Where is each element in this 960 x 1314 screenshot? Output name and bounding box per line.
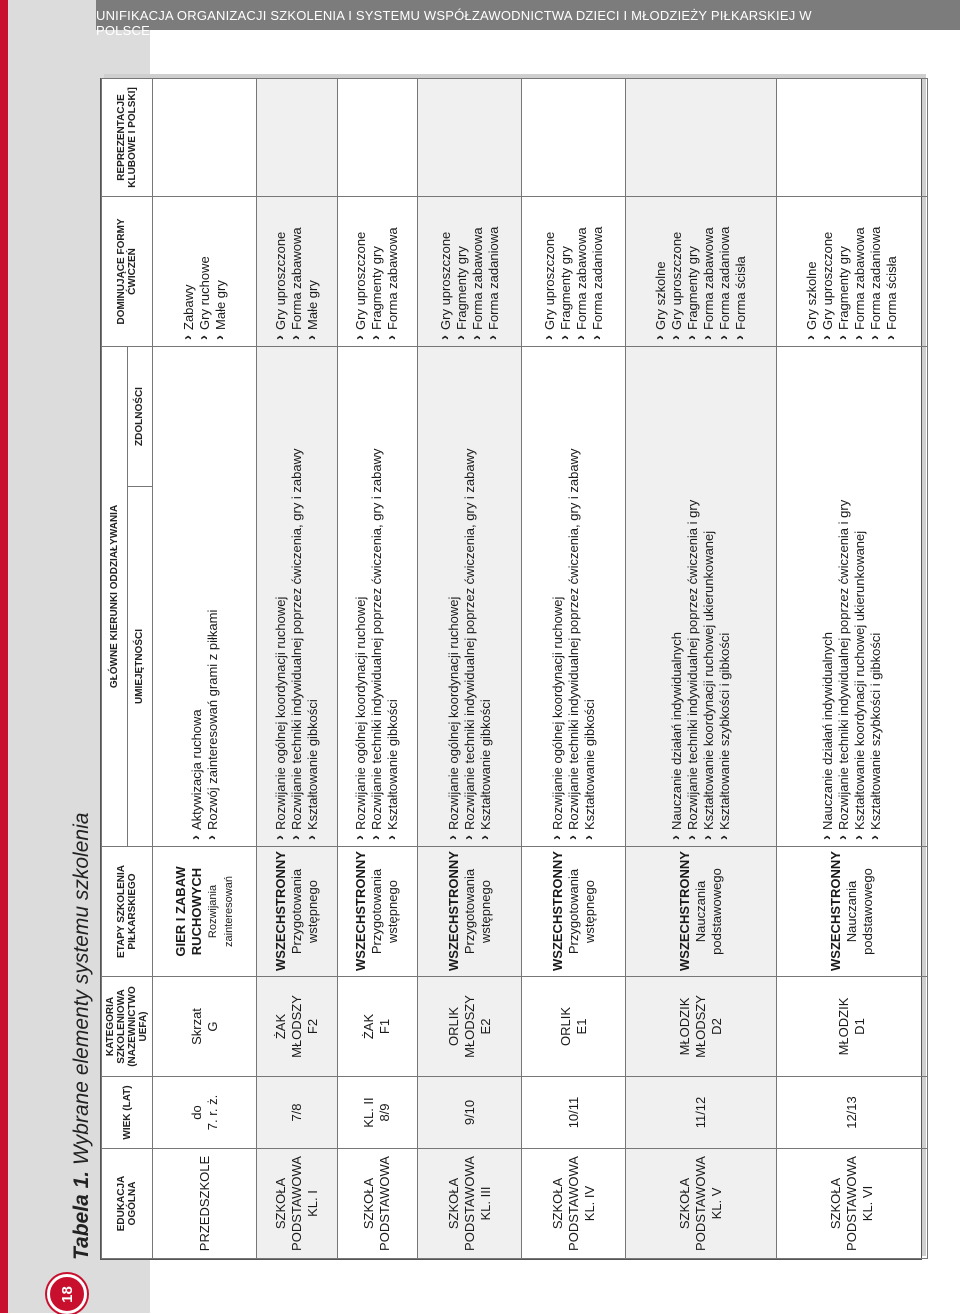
cell-reprezentacje xyxy=(626,78,777,196)
cell-kategoria-line: D2 xyxy=(709,1018,725,1035)
list-item: › Fragmenty gry xyxy=(685,202,701,341)
cell-kategoria-line: Skrzat xyxy=(188,1008,204,1045)
cell-reprezentacje xyxy=(418,78,522,196)
cell-etap xyxy=(522,847,626,977)
cell-edukacja-line: SZKOŁA xyxy=(549,1177,565,1230)
caption-label: Tabela 1. xyxy=(70,1170,93,1260)
cell-edukacja-line: PODSTAWOWA xyxy=(693,1156,709,1251)
list-item: › Forma zadaniowa xyxy=(486,202,502,341)
list-item: › Nauczanie działań indywidualnych xyxy=(820,352,836,841)
table-caption xyxy=(70,813,94,1260)
table-row xyxy=(522,78,626,1258)
list-item: › Forma zabawowa xyxy=(574,202,590,341)
list-item: › Forma zabawowa xyxy=(385,202,401,341)
etap-title: WSZECHSTRONNY xyxy=(445,851,461,971)
cell-formy-list xyxy=(438,202,502,341)
list-item: › Forma zabawowa xyxy=(852,202,868,341)
cell-edukacja xyxy=(153,1149,257,1259)
list-item: › Rozwijanie techniki indywidualnej poprzez ćwiczenia, gry i zabawy xyxy=(289,352,305,841)
cell-edukacja xyxy=(337,1149,418,1259)
cell-umiejetnosci xyxy=(777,346,928,846)
list-item: › Kształtowanie szybkości i gibkości xyxy=(717,352,733,841)
cell-wiek xyxy=(626,1077,777,1149)
etap-subtitle: Nauczania xyxy=(844,880,860,943)
cell-wiek xyxy=(257,1077,338,1149)
etap-title: GIER I ZABAW xyxy=(172,866,188,957)
etap-subtitle: wstępnego xyxy=(581,880,597,943)
list-item: › Rozwijanie techniki indywidualnej poprzez ćwiczenia i gry xyxy=(685,352,701,841)
cell-wiek xyxy=(777,1077,928,1149)
list-item: › Zabawy xyxy=(181,202,197,341)
etap-subtitle: Przygotowania xyxy=(565,868,581,955)
cell-kategoria-line: MŁODZIK xyxy=(836,997,852,1056)
list-item: › Rozwijanie ogólnej koordynacji ruchowej xyxy=(446,352,462,841)
cell-wiek-line: 10/11 xyxy=(565,1096,581,1129)
cell-kategoria-line: MŁODZIK xyxy=(677,997,693,1056)
cell-umiejetnosci xyxy=(153,346,257,846)
etap-title: WSZECHSTRONNY xyxy=(272,851,288,971)
cell-formy xyxy=(418,196,522,346)
list-item: › Gry uproszczone xyxy=(353,202,369,341)
list-item: › Małe gry xyxy=(213,202,229,341)
col-header-formy: DOMINUJĄCE FORMY ĆWICZEŃ xyxy=(102,196,153,346)
cell-edukacja-line: PODSTAWOWA xyxy=(461,1156,477,1251)
cell-edukacja-line: SZKOŁA xyxy=(445,1177,461,1230)
table-row xyxy=(626,78,777,1258)
etap-subtitle: Przygotowania xyxy=(461,868,477,955)
col-header-etapy: ETAPY SZKOLENIA PIŁKARSKIEGO xyxy=(102,847,153,977)
list-item: › Forma zadaniowa xyxy=(717,202,733,341)
cell-edukacja-line: SZKOŁA xyxy=(677,1177,693,1230)
list-item: › Gry szkolne xyxy=(804,202,820,341)
cell-etap xyxy=(777,847,928,977)
etap-subtitle: Rozwijania zainteresowań xyxy=(206,876,235,947)
col-header-edukacja: EDUKACJA OGÓLNA xyxy=(102,1149,153,1259)
cell-kategoria xyxy=(337,977,418,1077)
cell-formy xyxy=(626,196,777,346)
cell-kategoria xyxy=(153,977,257,1077)
running-header xyxy=(96,0,960,38)
cell-edukacja-line: SZKOŁA xyxy=(828,1177,844,1230)
cell-etap xyxy=(153,847,257,977)
etap-title: WSZECHSTRONNY xyxy=(549,851,565,971)
cell-formy-list xyxy=(181,202,229,341)
list-item: › Forma ścisła xyxy=(733,202,749,341)
cell-wiek-line: 7/8 xyxy=(288,1103,304,1122)
cell-formy xyxy=(257,196,338,346)
etap-title: WSZECHSTRONNY xyxy=(828,851,844,971)
table-frame xyxy=(100,78,922,1260)
cell-kategoria xyxy=(418,977,522,1077)
cell-edukacja-line: PODSTAWOWA xyxy=(844,1156,860,1251)
cell-kategoria-line: G xyxy=(204,1021,220,1032)
cell-wiek-line: KL. II xyxy=(361,1097,377,1128)
cell-umiejetnosci-list xyxy=(820,352,884,841)
cell-edukacja xyxy=(777,1149,928,1259)
col-header-wiek: WIEK (LAT) xyxy=(102,1077,153,1149)
list-item: › Fragmenty gry xyxy=(558,202,574,341)
list-item: › Małe gry xyxy=(305,202,321,341)
cell-edukacja-line: SZKOŁA xyxy=(272,1177,288,1230)
cell-wiek-line: do xyxy=(188,1105,204,1120)
list-item: › Forma zabawowa xyxy=(470,202,486,341)
list-item: › Forma zadaniowa xyxy=(868,202,884,341)
cell-kategoria-line: MŁODSZY xyxy=(461,995,477,1058)
cell-reprezentacje xyxy=(257,78,338,196)
cell-wiek xyxy=(337,1077,418,1149)
cell-kategoria-line: MŁODSZY xyxy=(693,995,709,1058)
cell-wiek-line: 8/9 xyxy=(377,1103,393,1122)
cell-formy-list xyxy=(273,202,321,341)
list-item: › Gry uproszczone xyxy=(542,202,558,341)
list-item: › Kształtowanie gibkości xyxy=(582,352,598,841)
col-header-zdolnosci: ZDOLNOŚCI xyxy=(127,346,153,486)
cell-kategoria-line: MŁODSZY xyxy=(288,995,304,1058)
list-item: › Rozwijanie techniki indywidualnej poprzez ćwiczenia, gry i zabawy xyxy=(462,352,478,841)
list-item: › Fragmenty gry xyxy=(454,202,470,341)
cell-wiek xyxy=(522,1077,626,1149)
list-item: › Rozwijanie techniki indywidualnej poprzez ćwiczenia, gry i zabawy xyxy=(566,352,582,841)
cell-kategoria-line: ORLIK xyxy=(557,1007,573,1047)
etap-subtitle: Przygotowania xyxy=(369,868,385,955)
col-header-umiejetnosci: UMIEJĘTNOŚCI xyxy=(127,487,153,847)
cell-etap xyxy=(257,847,338,977)
list-item: › Rozwijanie techniki indywidualnej poprzez ćwiczenia i gry xyxy=(836,352,852,841)
training-system-table xyxy=(101,78,928,1259)
cell-wiek-line: 7. r. ż. xyxy=(204,1094,220,1131)
table-row xyxy=(777,78,928,1258)
list-item: › Gry uproszczone xyxy=(273,202,289,341)
cell-edukacja-line: KL. IV xyxy=(581,1185,597,1222)
list-item: › Kształtowanie gibkości xyxy=(305,352,321,841)
caption-text: Wybrane elementy systemu szkolenia xyxy=(70,812,93,1166)
list-item: › Kształtowanie koordynacji ruchowej ukierunkowanej xyxy=(852,352,868,841)
table-row xyxy=(153,78,257,1258)
cell-formy xyxy=(777,196,928,346)
cell-umiejetnosci-list xyxy=(273,352,321,841)
cell-umiejetnosci-list xyxy=(353,352,401,841)
cell-wiek-line: 9/10 xyxy=(461,1099,477,1126)
list-item: › Forma ścisła xyxy=(884,202,900,341)
list-item: › Kształtowanie gibkości xyxy=(385,352,401,841)
list-item: › Fragmenty gry xyxy=(369,202,385,341)
cell-kategoria-line: F2 xyxy=(304,1018,320,1035)
etap-subtitle: podstawowego xyxy=(860,868,876,955)
list-item: › Gry uproszczone xyxy=(820,202,836,341)
list-item: › Gry uproszczone xyxy=(669,202,685,341)
list-item: › Forma zadaniowa xyxy=(590,202,606,341)
etap-subtitle: wstępnego xyxy=(477,880,493,943)
cell-reprezentacje xyxy=(522,78,626,196)
etap-subtitle: Przygotowania xyxy=(288,868,304,955)
table-row xyxy=(257,78,338,1258)
page-edge-accent xyxy=(0,0,8,1313)
cell-edukacja xyxy=(522,1149,626,1259)
list-item: › Nauczanie działań indywidualnych xyxy=(669,352,685,841)
list-item: › Aktywizacja ruchowa xyxy=(189,352,205,841)
list-item: › Rozwój zainteresowań grami z piłkami xyxy=(205,352,221,841)
cell-edukacja xyxy=(418,1149,522,1259)
list-item: › Rozwijanie ogólnej koordynacji ruchowej xyxy=(353,352,369,841)
running-header-title: UNIFIKACJA ORGANIZACJI SZKOLENIA I SYSTEMU WSPÓŁZAWODNICTWA DZIECI I MŁODZIEŻY PIŁKARSKIEJ W POLSCE xyxy=(96,8,812,38)
page-number: 18 xyxy=(58,1285,76,1303)
cell-kategoria-line: E1 xyxy=(573,1018,589,1035)
cell-edukacja-line: KL. V xyxy=(709,1187,725,1220)
cell-edukacja xyxy=(626,1149,777,1259)
cell-umiejetnosci-list xyxy=(189,352,221,841)
col-header-reprezentacje: REPREZENTACJE KLUBOWE I POLSKI] xyxy=(102,78,153,196)
cell-kategoria xyxy=(257,977,338,1077)
table-row xyxy=(337,78,418,1258)
list-item: › Rozwijanie ogólnej koordynacji ruchowej xyxy=(273,352,289,841)
cell-kategoria-line: ORLIK xyxy=(445,1007,461,1047)
cell-edukacja-line: KL. III xyxy=(477,1186,493,1221)
cell-formy-list xyxy=(353,202,401,341)
cell-edukacja-line: PRZEDSZKOLE xyxy=(196,1155,212,1252)
page-number-badge xyxy=(47,1274,87,1314)
cell-kategoria xyxy=(777,977,928,1077)
cell-reprezentacje xyxy=(777,78,928,196)
cell-reprezentacje xyxy=(337,78,418,196)
etap-subtitle: wstępnego xyxy=(385,880,401,943)
list-item: › Fragmenty gry xyxy=(836,202,852,341)
list-item: › Rozwijanie ogólnej koordynacji ruchowej xyxy=(550,352,566,841)
cell-etap xyxy=(337,847,418,977)
cell-kategoria xyxy=(522,977,626,1077)
table-row xyxy=(418,78,522,1258)
cell-kategoria xyxy=(626,977,777,1077)
list-item: › Gry uproszczone xyxy=(438,202,454,341)
col-header-kategoria: KATEGORIA SZKOLENIOWA (NAZEWNICTWO UEFA) xyxy=(102,977,153,1077)
cell-formy-list xyxy=(653,202,749,341)
cell-umiejetnosci xyxy=(418,346,522,846)
cell-kategoria-line: D1 xyxy=(852,1018,868,1035)
cell-formy xyxy=(153,196,257,346)
etap-title: WSZECHSTRONNY xyxy=(353,851,369,971)
etap-subtitle: podstawowego xyxy=(709,868,725,955)
cell-wiek xyxy=(153,1077,257,1149)
list-item: › Forma zabawowa xyxy=(701,202,717,341)
cell-wiek-line: 12/13 xyxy=(844,1096,860,1129)
etap-subtitle: Nauczania xyxy=(693,880,709,943)
list-item: › Forma zabawowa xyxy=(289,202,305,341)
cell-edukacja-line: PODSTAWOWA xyxy=(565,1156,581,1251)
cell-kategoria-line: E2 xyxy=(477,1018,493,1035)
table-body xyxy=(153,78,928,1258)
cell-kategoria-line: ŻAK xyxy=(361,1013,377,1040)
list-item: › Kształtowanie koordynacji ruchowej ukierunkowanej xyxy=(701,352,717,841)
list-item: › Gry ruchowe xyxy=(197,202,213,341)
cell-umiejetnosci xyxy=(626,346,777,846)
cell-wiek xyxy=(418,1077,522,1149)
etap-title: RUCHOWYCH xyxy=(188,867,204,956)
cell-umiejetnosci xyxy=(337,346,418,846)
list-item: › Rozwijanie techniki indywidualnej poprzez ćwiczenia, gry i zabawy xyxy=(369,352,385,841)
etap-title: WSZECHSTRONNY xyxy=(677,851,693,971)
rotated-table-section xyxy=(70,80,930,1260)
cell-kategoria-line: ŻAK xyxy=(272,1013,288,1040)
etap-subtitle: wstępnego xyxy=(304,880,320,943)
cell-kategoria-line: F1 xyxy=(377,1018,393,1035)
cell-umiejetnosci-list xyxy=(550,352,598,841)
cell-edukacja xyxy=(257,1149,338,1259)
col-header-kierunki: GŁÓWNE KIERUNKI ODDZIAŁYWANIA xyxy=(102,346,128,846)
cell-umiejetnosci-list xyxy=(446,352,494,841)
list-item: › Gry szkolne xyxy=(653,202,669,341)
cell-formy-list xyxy=(804,202,900,341)
list-item: › Kształtowanie gibkości xyxy=(478,352,494,841)
cell-edukacja-line: SZKOŁA xyxy=(361,1177,377,1230)
cell-umiejetnosci xyxy=(522,346,626,846)
cell-edukacja-line: PODSTAWOWA xyxy=(288,1156,304,1251)
cell-edukacja-line: KL. VI xyxy=(860,1185,876,1222)
cell-wiek-line: 11/12 xyxy=(693,1096,709,1129)
cell-formy xyxy=(522,196,626,346)
cell-umiejetnosci-list xyxy=(669,352,733,841)
cell-reprezentacje xyxy=(153,78,257,196)
cell-edukacja-line: PODSTAWOWA xyxy=(377,1156,393,1251)
cell-etap xyxy=(418,847,522,977)
cell-etap xyxy=(626,847,777,977)
cell-edukacja-line: KL. I xyxy=(304,1190,320,1217)
cell-umiejetnosci xyxy=(257,346,338,846)
cell-formy-list xyxy=(542,202,606,341)
cell-formy xyxy=(337,196,418,346)
list-item: › Kształtowanie szybkości i gibkości xyxy=(868,352,884,841)
